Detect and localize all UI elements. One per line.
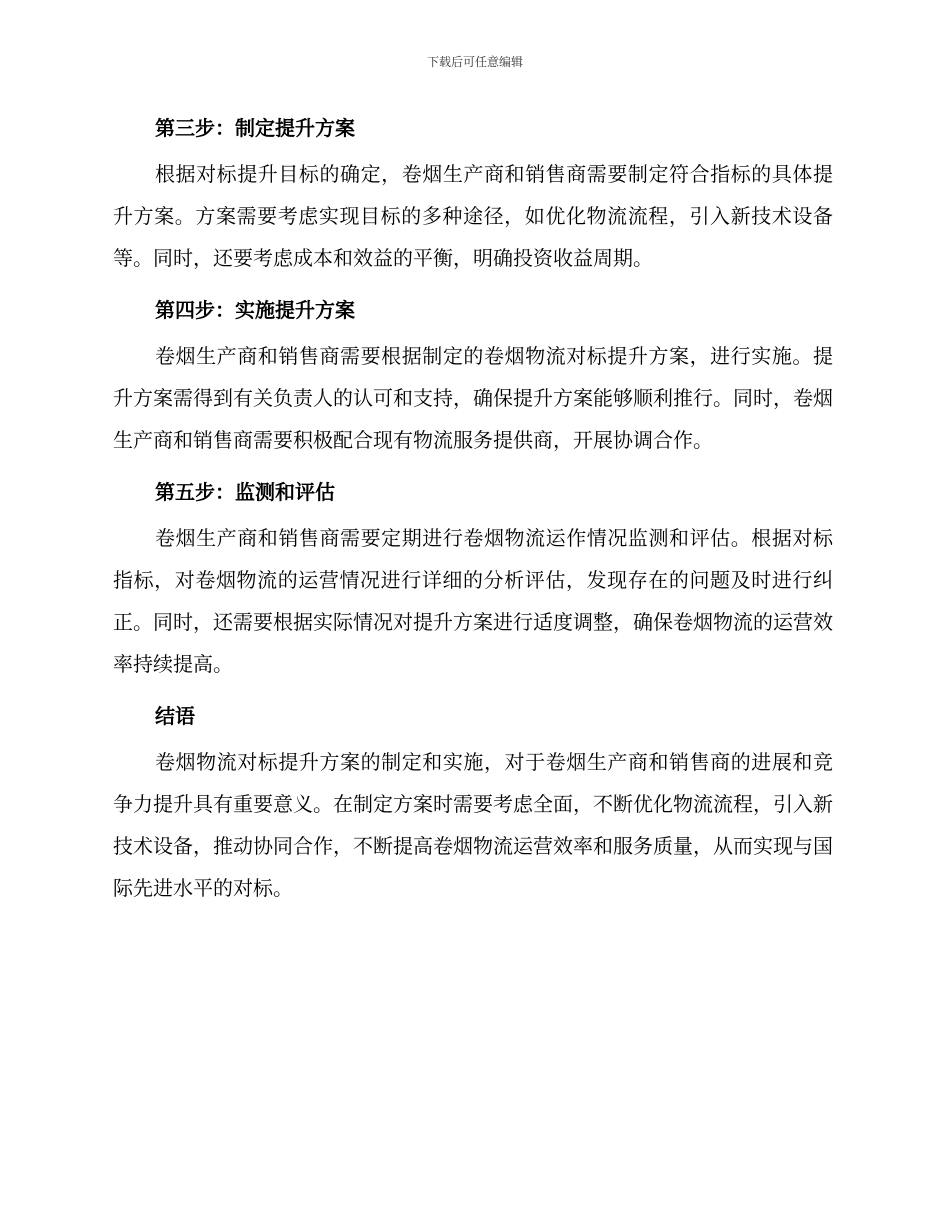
page-header: 下载后可任意编辑 [426, 55, 523, 69]
section-step-three [113, 110, 833, 279]
section-paragraph: 卷烟生产商和销售商需要定期进行卷烟物流运作情况监测和评估。根据对标指标，对卷烟物流的运营情况进行详细的分析评估，发现存在的问题及时进行纠正。同时，还需要根据实际情况对提升方案进行适度调整，确保卷烟物流的运营效率持续提高。 [113, 526, 833, 676]
section-heading: 结语 [155, 704, 195, 728]
document-body [113, 110, 833, 922]
section-paragraph: 卷烟生产商和销售商需要根据制定的卷烟物流对标提升方案，进行实施。提升方案需得到有关负责人的认可和支持，确保提升方案能够顺利推行。同时，卷烟生产商和销售商需要积极配合现有物流服务提供商，开展协调合作。 [113, 344, 833, 452]
section-heading: 第四步：实施提升方案 [155, 298, 355, 322]
section-conclusion [113, 698, 833, 909]
section-heading: 第五步：监测和评估 [155, 480, 335, 504]
section-heading: 第三步：制定提升方案 [155, 116, 355, 140]
section-paragraph: 卷烟物流对标提升方案的制定和实施，对于卷烟生产商和销售商的进展和竞争力提升具有重要意义。在制定方案时需要考虑全面，不断优化物流流程，引入新技术设备，推动协同合作，不断提高卷烟物流运营效率和服务质量，从而实现与国际先进水平的对标。 [113, 750, 833, 900]
section-step-four [113, 292, 833, 461]
section-step-five [113, 474, 833, 685]
section-paragraph: 根据对标提升目标的确定，卷烟生产商和销售商需要制定符合指标的具体提升方案。方案需要考虑实现目标的多种途径，如优化物流流程，引入新技术设备等。同时，还要考虑成本和效益的平衡，明确投资收益周期。 [113, 162, 833, 270]
